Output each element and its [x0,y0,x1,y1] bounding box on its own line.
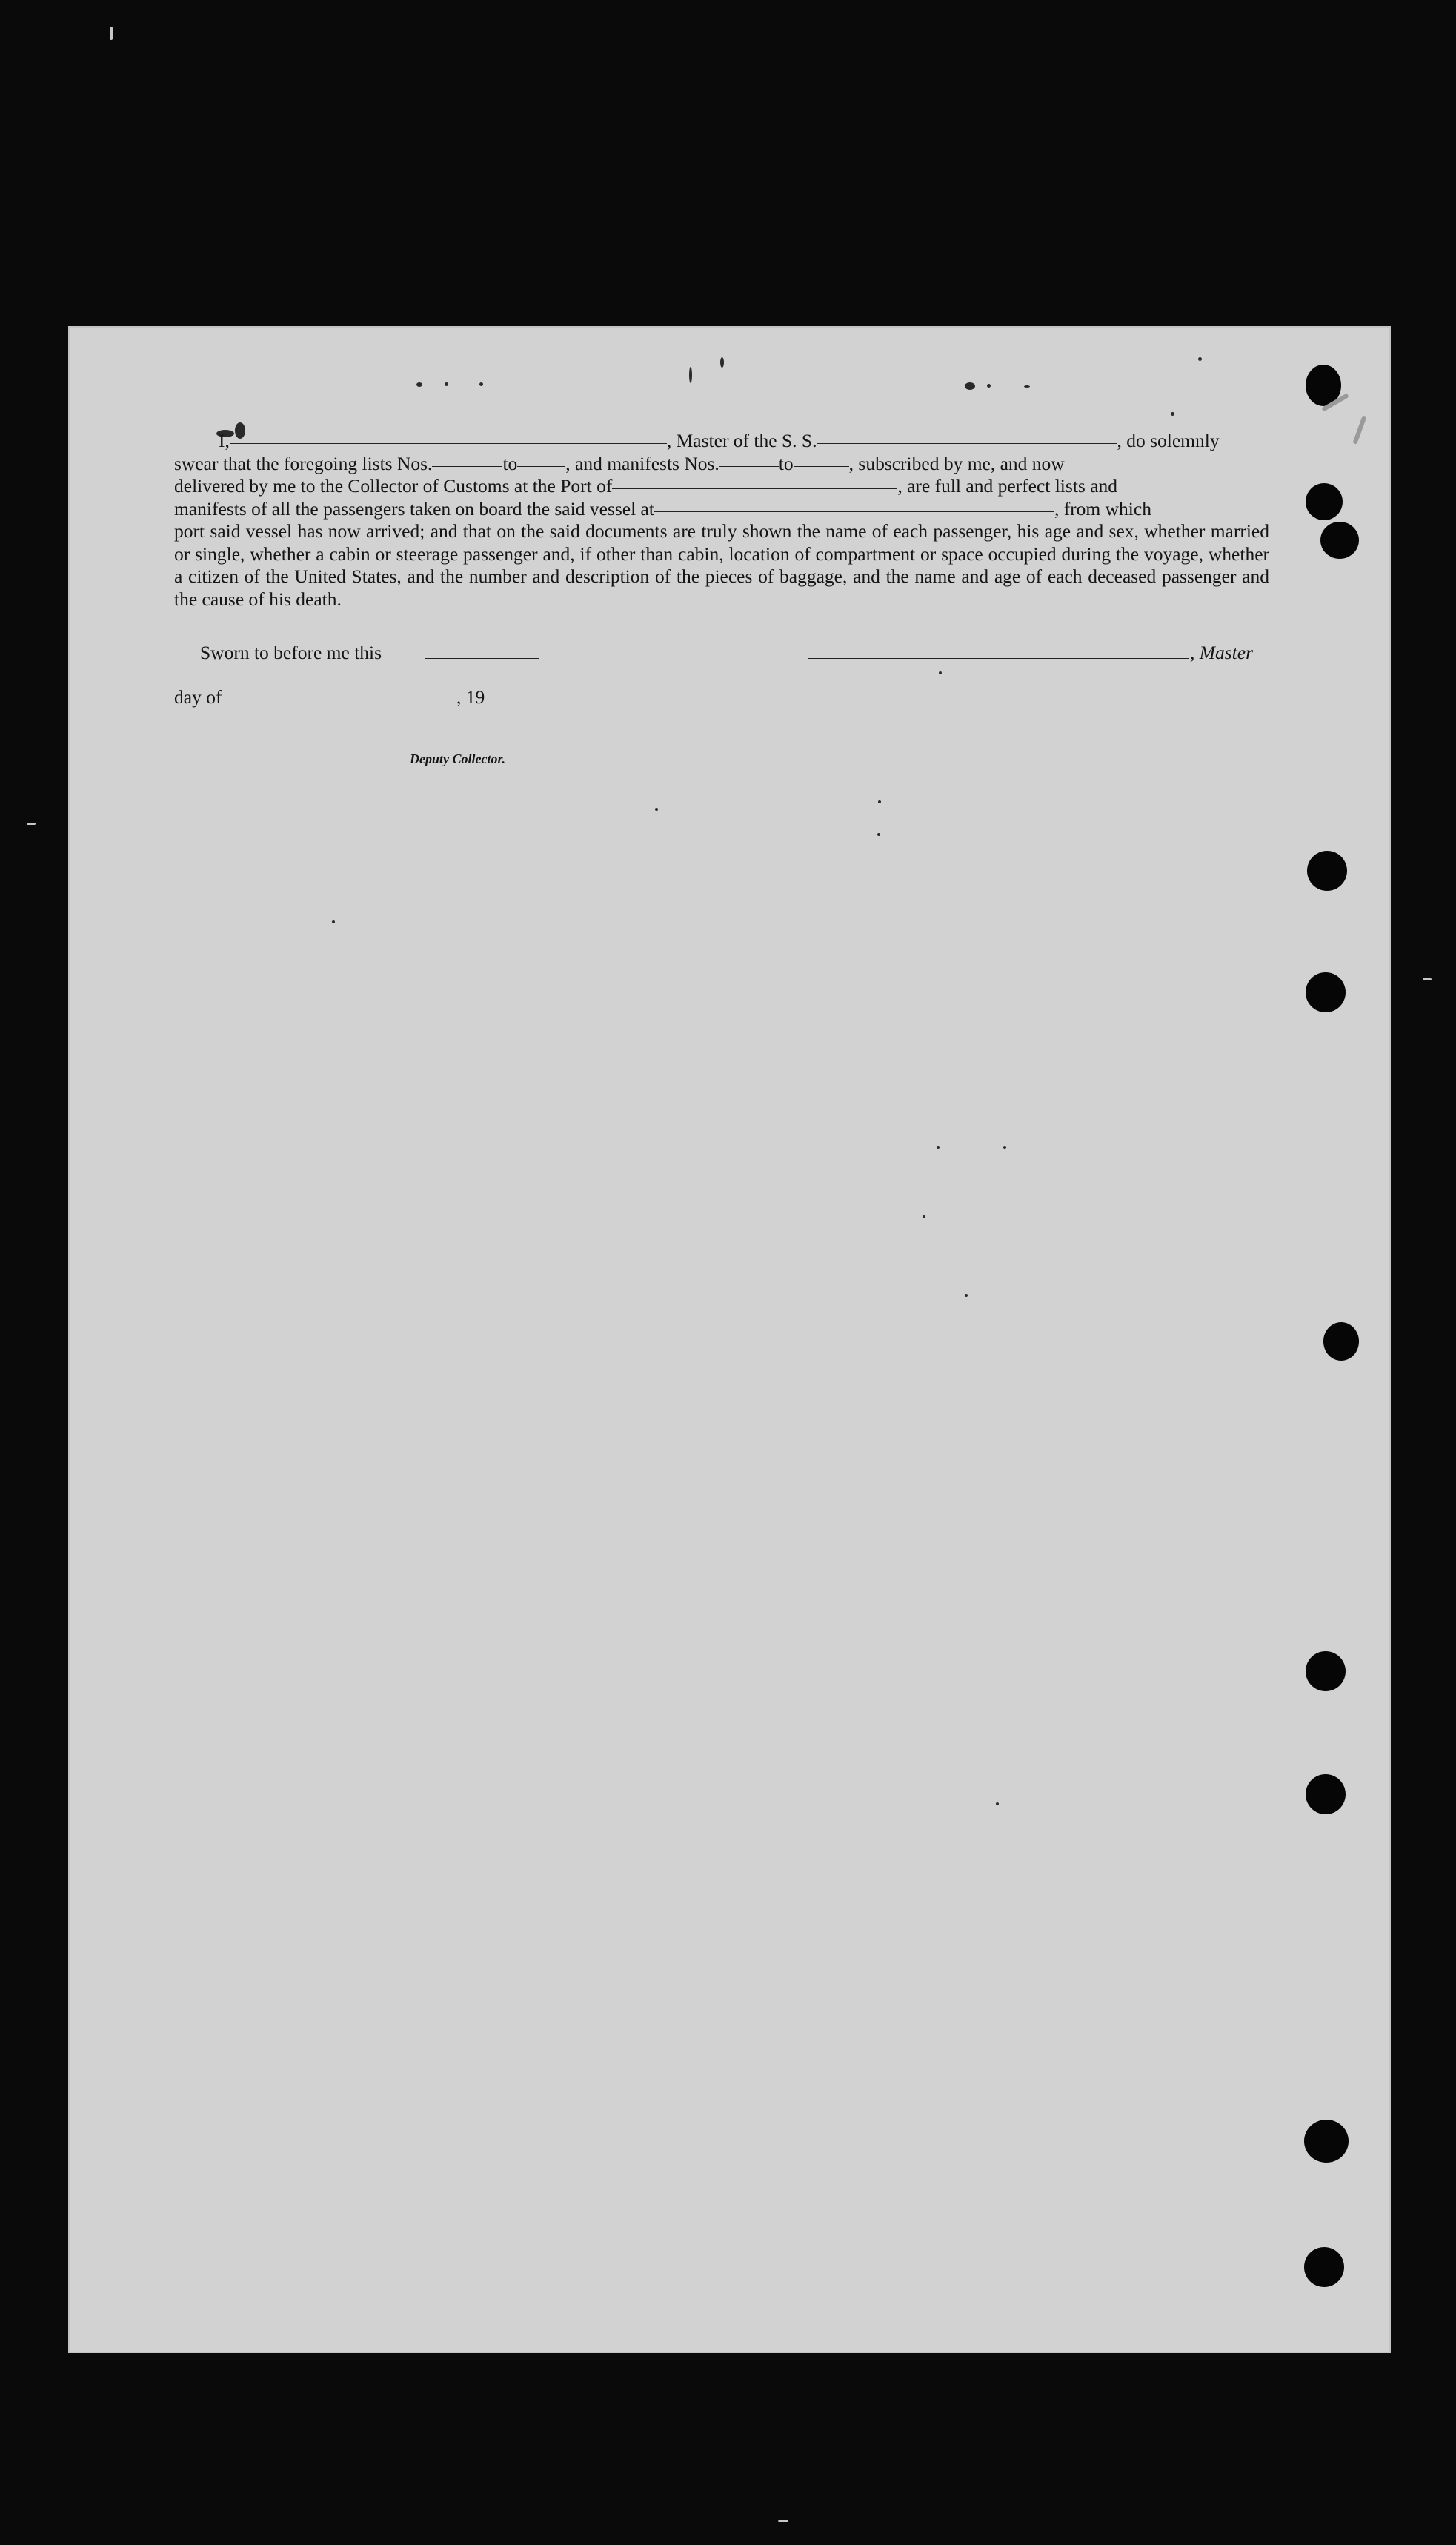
master-comma-label: , Master [1190,642,1253,663]
punch-hole [1304,2120,1349,2163]
master-name-blank[interactable] [230,442,667,444]
scan-mark [110,27,113,40]
ink-speck [1198,357,1202,361]
pencil-mark [1352,415,1366,445]
departure-port-blank[interactable] [654,511,1054,512]
oath-line3-end: , are full and perfect lists and [897,475,1118,497]
list-from-blank[interactable] [432,465,502,467]
ink-speck [332,920,335,923]
ink-speck [987,384,991,388]
punch-hole [1306,972,1346,1012]
oath-line4-end: , from which [1054,497,1151,520]
oath-line2-to2: to [778,452,794,474]
year-prefix-label: , 19 [456,686,485,708]
ink-speck [878,800,881,803]
oath-line2-manifests: , and manifests Nos. [565,452,719,474]
ink-speck [1024,385,1030,388]
punch-hole [1320,522,1359,559]
master-signature-label [1190,642,1253,664]
scan-mark [27,823,36,825]
ink-speck [965,1294,968,1297]
ink-speck [1171,412,1174,416]
oath-paragraph [174,430,1269,611]
ink-speck [655,808,658,811]
oath-line1-start: I, [219,430,230,451]
manifest-to-blank[interactable] [794,465,849,467]
oath-line3-start: delivered by me to the Collector of Customs at the Port of [174,475,613,497]
sworn-label: Sworn to before me this [200,642,382,663]
form-page [68,326,1391,2353]
ship-name-blank[interactable] [817,442,1117,444]
punch-hole [1306,1651,1346,1691]
sworn-day-blank[interactable] [425,658,539,659]
scan-mark [778,2520,788,2522]
manifest-from-blank[interactable] [719,465,779,467]
ink-speck [996,1802,999,1805]
oath-line1-end: , do solemnly [1117,430,1220,451]
master-signature-line[interactable] [808,658,1189,659]
ink-speck [445,382,448,386]
oath-line2-start: swear that the foregoing lists Nos. [174,452,433,474]
ink-speck [1003,1146,1006,1149]
ink-speck [689,367,692,383]
ink-speck [937,1146,940,1149]
oath-rest: port said vessel has now arrived; and that on the said documents are truly shown the name of each passenger, his age and sex, whether married or single, whether a cabin or steerage passenger and, if other than cabin, location of compartment or space occupied during the voyage, whether a citizen of the United States, and the number and description of the pieces of baggage, and the name and age of each deceased passenger and the cause of his death. [174,520,1269,610]
punch-hole [1304,2247,1344,2287]
scan-mark [1423,978,1432,980]
port-blank[interactable] [612,488,897,489]
ink-speck [877,833,880,836]
punch-hole [1307,851,1347,891]
deputy-collector-label: Deputy Collector. [410,751,505,766]
ink-speck [479,382,483,386]
oath-line4-start: manifests of all the passengers taken on board the said vessel at [174,497,654,520]
ink-speck [923,1215,925,1218]
ink-speck [720,357,724,368]
punch-hole [1306,483,1343,520]
oath-line1-master: , Master of the S. S. [666,430,817,451]
oath-line2-end: , subscribed by me, and now [848,452,1065,474]
punch-hole [1306,1774,1346,1814]
punch-hole [1323,1322,1359,1361]
day-of-label: day of [174,686,222,708]
ink-speck [965,382,975,390]
ink-speck [939,671,942,674]
oath-line2-to1: to [502,452,518,474]
list-to-blank[interactable] [517,465,565,467]
ink-speck [416,382,422,387]
